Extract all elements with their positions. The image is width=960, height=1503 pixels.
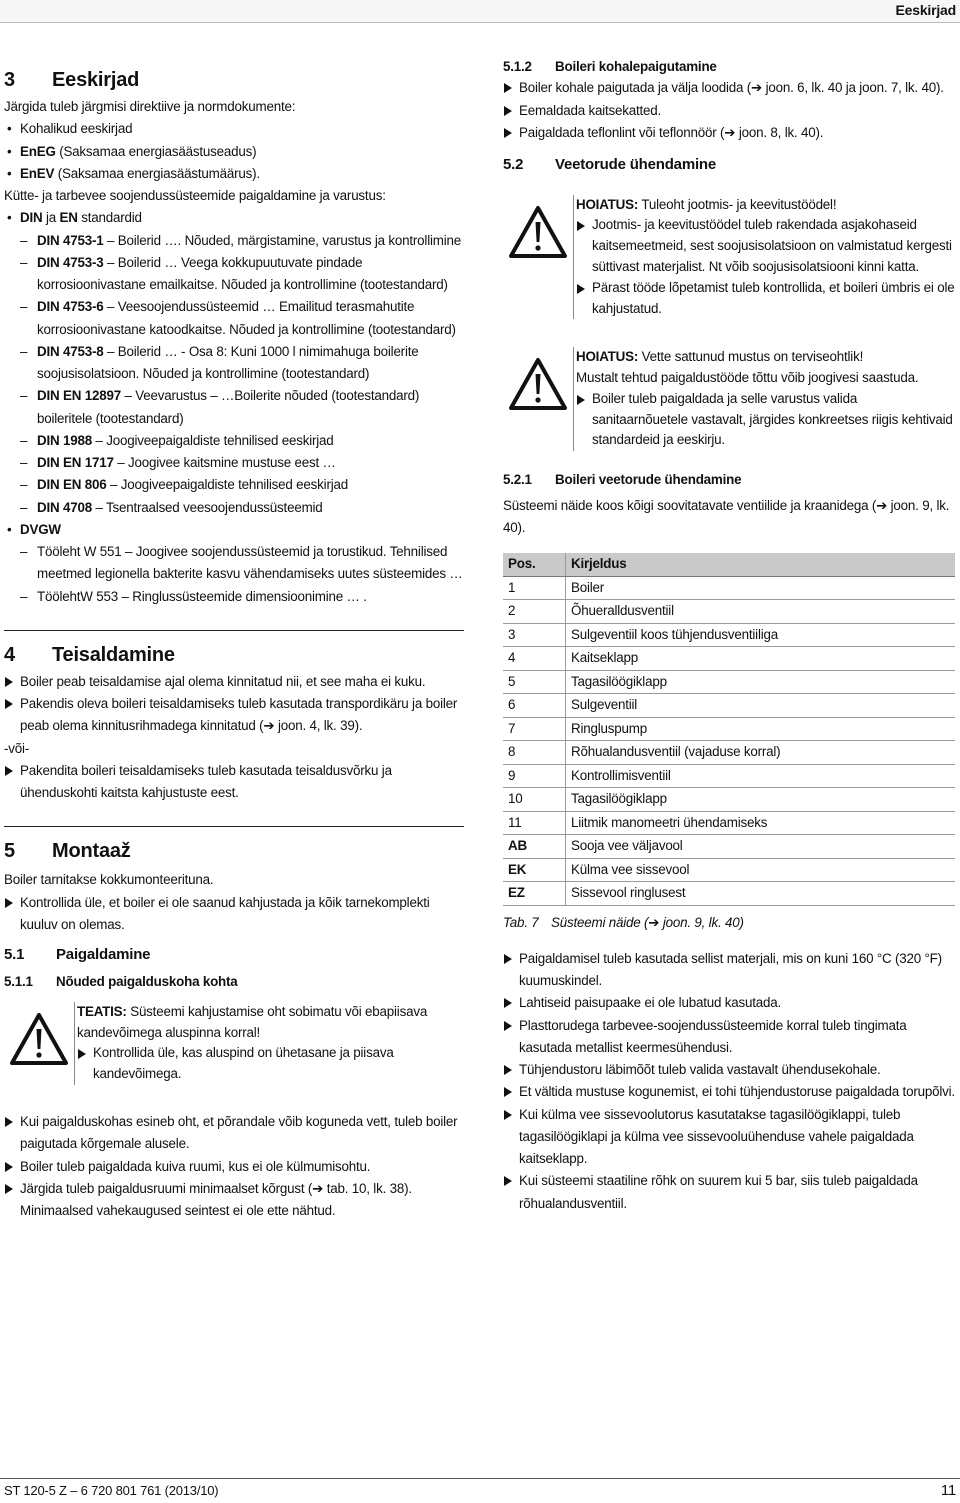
list-item: Paigaldamisel tuleb kasutada sellist materjali, mis on kuni 160 °C (320 °F) kuumuskindel. bbox=[503, 948, 955, 993]
table-row: EK Külma vee sissevool bbox=[503, 858, 955, 882]
table-row: 8 Rõhualandusventiil (vajaduse korral) bbox=[503, 741, 955, 765]
section-5-2-heading: 5.2 Veetorude ühendamine bbox=[503, 156, 717, 174]
list-item: Paigaldada teflonlint või teflonnöör (➔ joon. 8, lk. 40). bbox=[503, 122, 955, 144]
s4-or: -või- bbox=[4, 740, 30, 756]
section-5-1-1-heading: 5.1.1 Nõuded paigalduskoha kohta bbox=[4, 973, 238, 989]
right-column bbox=[503, 56, 955, 1215]
section-title: Eeskirjad bbox=[895, 2, 956, 18]
arrow-right-icon bbox=[504, 1087, 512, 1097]
section-5-2-1-heading: 5.2.1 Boileri veetorude ühendamine bbox=[503, 472, 742, 488]
list-item: – DIN 4753-3 – Boilerid … Veega kokkupuutuvate pindade korrosioonivastane emailkaitse. Nõuded ja kontrollimine (tootestandard) bbox=[20, 254, 448, 292]
section-5-heading: 5 Montaaž bbox=[4, 840, 131, 863]
list-item: – DIN EN 12897 – Veevarustus – …Boilerite nõuded (tootestandard) boileritele (tootestandard) bbox=[20, 388, 420, 426]
list-item: Kontrollida üle, et boiler ei ole saanud kahjustada ja kõik tarnekomplekti kuuluv on olemas. bbox=[4, 892, 464, 937]
arrow-right-icon bbox=[504, 1021, 512, 1031]
arrow-right-icon bbox=[504, 1110, 512, 1120]
table-row: 4 Kaitseklapp bbox=[503, 647, 955, 671]
s3-intro2: Kütte- ja tarbevee soojendussüsteemide paigaldamine ja varustus: bbox=[4, 188, 386, 203]
arrow-right-icon bbox=[504, 1065, 512, 1075]
din-list bbox=[4, 207, 464, 229]
section-4-heading: 4 Teisaldamine bbox=[4, 643, 175, 666]
section-5-1-heading: 5.1 Paigaldamine bbox=[4, 946, 151, 963]
section-3-heading: 3 Eeskirjad bbox=[4, 69, 140, 91]
table-row: 9 Kontrollimisventiil bbox=[503, 764, 955, 788]
arrow-right-icon bbox=[5, 1162, 13, 1172]
table-header-row: Pos. Kirjeldus bbox=[503, 553, 955, 576]
arrow-right-icon bbox=[504, 1176, 512, 1186]
arrow-right-icon bbox=[577, 284, 585, 294]
arrow-right-icon bbox=[5, 677, 13, 687]
arrow-right-icon bbox=[504, 128, 512, 138]
list-item: • EnEV (Saksamaa energiasäästumäärus). bbox=[4, 163, 464, 185]
list-item: Järgida tuleb paigaldusruumi minimaalset kõrgust (➔ tab. 10, lk. 38). Minimaalsed vahekaugused seintest ei ole ette nähtud. bbox=[4, 1178, 464, 1223]
s512-actions bbox=[503, 77, 955, 144]
list-item: Pärast tööde lõpetamist tuleb kontrollida, et boileri ümbris ei ole kahjustatud. bbox=[576, 278, 955, 320]
parts-table bbox=[503, 553, 955, 906]
list-item: • DVGW bbox=[4, 519, 464, 541]
list-item: Jootmis- ja keevitustöödel tuleb rakendada asjakohaseid kaitsemeetmeid, sest soojusisolatsioon on valmistatud kergesti süttivast materjalist. Nt võib soojusisolatsiooni kinni katta. bbox=[576, 215, 955, 277]
arrow-right-icon bbox=[577, 221, 585, 231]
arrow-right-icon bbox=[5, 898, 13, 908]
list-item: Boiler tuleb paigaldada kuiva ruumi, kus ei ole külmumisohtu. bbox=[4, 1156, 464, 1178]
table-row: 5 Tagasilöögiklapp bbox=[503, 670, 955, 694]
divider bbox=[4, 826, 464, 827]
s3-bullets bbox=[4, 118, 464, 185]
din-standards-list bbox=[4, 230, 464, 519]
list-item: Et vältida mustuse kogunemist, ei tohi tühjendustoruse paigaldada torupõlvi. bbox=[503, 1081, 955, 1103]
table-row: 2 Õhueralldusventiil bbox=[503, 600, 955, 624]
arrow-right-icon bbox=[577, 395, 585, 405]
table-row: 10 Tagasilöögiklapp bbox=[503, 788, 955, 812]
s5-intro: Boiler tarnitakse kokkumonteerituna. bbox=[4, 872, 214, 888]
arrow-right-icon bbox=[504, 954, 512, 964]
list-item: – DIN EN 1717 – Joogivee kaitsmine mustuse eest … bbox=[20, 455, 336, 470]
list-item: – DIN 4708 – Tsentraalsed veesoojendussüsteemid bbox=[20, 499, 323, 515]
list-item: Eemaldada kaitsekatted. bbox=[503, 100, 955, 122]
list-item: Kontrollida üle, kas aluspind on ühetasane ja piisava kandevõimega. bbox=[77, 1043, 464, 1085]
arrow-right-icon bbox=[504, 998, 512, 1008]
s4-actions-2 bbox=[4, 760, 464, 805]
list-item: – DIN 4753-6 – Veesoojendussüsteemid … Emailitud terasmahutite korrosioonivastane katoodkaitse. Nõuded ja kontrollimine (tootestandard) bbox=[20, 299, 456, 337]
list-item: • Kohalikud eeskirjad bbox=[4, 118, 464, 140]
list-item: • EnEG (Saksamaa energiasäästuseadus) bbox=[4, 141, 464, 163]
list-item: – Tööleht W 551 – Joogivee soojendussüsteemid ja torustikud. Tehnilised meetmed legionella bakterite kasvu vähendamiseks uutes süsteemides … bbox=[20, 544, 463, 582]
dvgw-list bbox=[4, 519, 464, 541]
list-item: Pakendita boileri teisaldamiseks tuleb kasutada teisaldusvõrku ja ühenduskohti kaitsta kahjustuste eest. bbox=[4, 760, 464, 805]
page-footer bbox=[0, 1478, 960, 1503]
list-item: Pakendis oleva boileri teisaldamiseks tuleb kasutada transpordikäru ja boiler peab olema kinnitusrihmadega kinnitatud (➔ joon. 4, lk. 39). bbox=[4, 693, 464, 738]
dvgw-items bbox=[4, 541, 464, 608]
left-column bbox=[4, 60, 464, 1222]
list-item: • DIN ja EN standardid bbox=[4, 207, 464, 229]
warning-triangle-icon bbox=[508, 357, 568, 411]
list-item: Boiler peab teisaldamise ajal olema kinnitatud nii, et see maha ei kuku. bbox=[4, 671, 464, 693]
s3-intro: Järgida tuleb järgmisi direktiive ja normdokumente: bbox=[4, 99, 296, 114]
page-number: 11 bbox=[940, 1482, 956, 1499]
arrow-right-icon bbox=[5, 699, 13, 709]
arrow-right-icon bbox=[78, 1049, 86, 1059]
table-row: AB Sooja vee väljavool bbox=[503, 835, 955, 859]
arrow-right-icon bbox=[504, 83, 512, 93]
list-item: – DIN 1988 – Joogiveepaigaldiste tehnilised eeskirjad bbox=[20, 432, 334, 448]
table-row: 6 Sulgeventiil bbox=[503, 694, 955, 718]
table-row: EZ Sissevool ringlusest bbox=[503, 882, 955, 906]
s521-intro: Süsteemi näide koos kõigi soovitatavate ventiilide ja kraanidega (➔ joon. 9, lk. 40). bbox=[503, 497, 950, 535]
list-item: Boiler kohale paigutada ja välja loodida (➔ joon. 6, lk. 40 ja joon. 7, lk. 40). bbox=[503, 77, 955, 99]
list-item: – DIN EN 806 – Joogiveepaigaldiste tehnilised eeskirjad bbox=[20, 477, 348, 493]
document-id: ST 120-5 Z – 6 720 801 761 (2013/10) bbox=[4, 1483, 219, 1498]
arrow-right-icon bbox=[504, 106, 512, 116]
table-row: 1 Boiler bbox=[503, 576, 955, 600]
list-item: – TöölehtW 553 – Ringlussüsteemide dimensioonimine … . bbox=[20, 588, 367, 604]
list-item: Plasttorudega tarbevee-soojendussüsteemide korral tuleb tingimata kasutada metallist keermesühendusi. bbox=[503, 1015, 955, 1060]
notice-box: TEATIS: Süsteemi kahjustamise oht sobimatu või ebapiisava kandevõimega aluspinna korral! Kontrollida üle, kas aluspind on ühetasane ja piisava kandevõimega. bbox=[4, 1002, 464, 1085]
list-item: Tühjendustoru läbimõõt tuleb valida vastavalt ühendusekohale. bbox=[503, 1059, 955, 1081]
arrow-right-icon bbox=[5, 1184, 13, 1194]
arrow-right-icon bbox=[5, 766, 13, 776]
top-header-bar bbox=[0, 0, 960, 23]
list-item: Lahtiseid paisupaake ei ole lubatud kasutada. bbox=[503, 992, 955, 1014]
warning-box-fire: HOIATUS: Tuleoht jootmis- ja keevitustöödel! Jootmis- ja keevitustöödel tuleb rakendada asjakohaseid kaitsemeetmeid, sest soojusisolatsioon on valmistatud kergesti süttivast materjalist. Nt võib soojusisolatsiooni kinni katta. Pärast tööde lõpetamist tuleb kontrollida, et boileri ümbris ei ole kahjustatud. bbox=[503, 195, 955, 320]
list-item: Boiler tuleb paigaldada ja selle varustus valida sanitaarnõuetele vastavalt, järgides konkreetses riigis kehtivaid standardeid ja eeskirju. bbox=[576, 389, 955, 451]
divider bbox=[4, 630, 464, 631]
warning-box-dirt: HOIATUS: Vette sattunud mustus on terviseohtlik! Mustalt tehtud paigaldustööde tõttu võib joogivesi saastuda. Boiler tuleb paigaldada ja selle varustus valida sanitaarnõuetele vastavalt, järgides konkreetses riigis kehtivaid standardeid ja eeskirju. bbox=[503, 347, 955, 451]
table-row: 11 Liitmik manomeetri ühendamiseks bbox=[503, 811, 955, 835]
warning-triangle-icon bbox=[508, 205, 568, 259]
table-row: 3 Sulgeventiil koos tühjendusventiiliga bbox=[503, 623, 955, 647]
arrow-right-icon bbox=[5, 1117, 13, 1127]
warning-triangle-icon bbox=[9, 1012, 69, 1066]
section-5-1-2-heading: 5.1.2 Boileri kohalepaigutamine bbox=[503, 59, 717, 74]
s4-actions bbox=[4, 671, 464, 738]
list-item: – DIN 4753-8 – Boilerid … - Osa 8: Kuni 1000 l nimimahuga boilerite soojusisolatsioon. Nõuded ja kontrollimine (tootestandard) bbox=[20, 343, 419, 381]
list-item: Kui külma vee sissevoolutorus kasutatakse tagasilöögiklappi, tuleb tagasilöögiklapi ja külma vee sissevooluühenduse vahele paigaldada kaitseklapp. bbox=[503, 1104, 955, 1171]
s5-actions bbox=[4, 892, 464, 937]
table-caption: Tab. 7 Süsteemi näide (➔ joon. 9, lk. 40) bbox=[503, 914, 744, 930]
table-row: 7 Ringluspump bbox=[503, 717, 955, 741]
s511-actions bbox=[4, 1111, 464, 1222]
list-item: – DIN 4753-1 – Boilerid …. Nõuded, märgistamine, varustus ja kontrollimine bbox=[20, 232, 461, 248]
list-item: Kui paigalduskohas esineb oht, et põrandale võib koguneda vett, tuleb boiler paigutada kõrgemale alusele. bbox=[4, 1111, 464, 1156]
s521-actions bbox=[503, 948, 955, 1215]
list-item: Kui süsteemi staatiline rõhk on suurem kui 5 bar, siis tuleb paigaldada rõhualandusventiil. bbox=[503, 1170, 955, 1215]
